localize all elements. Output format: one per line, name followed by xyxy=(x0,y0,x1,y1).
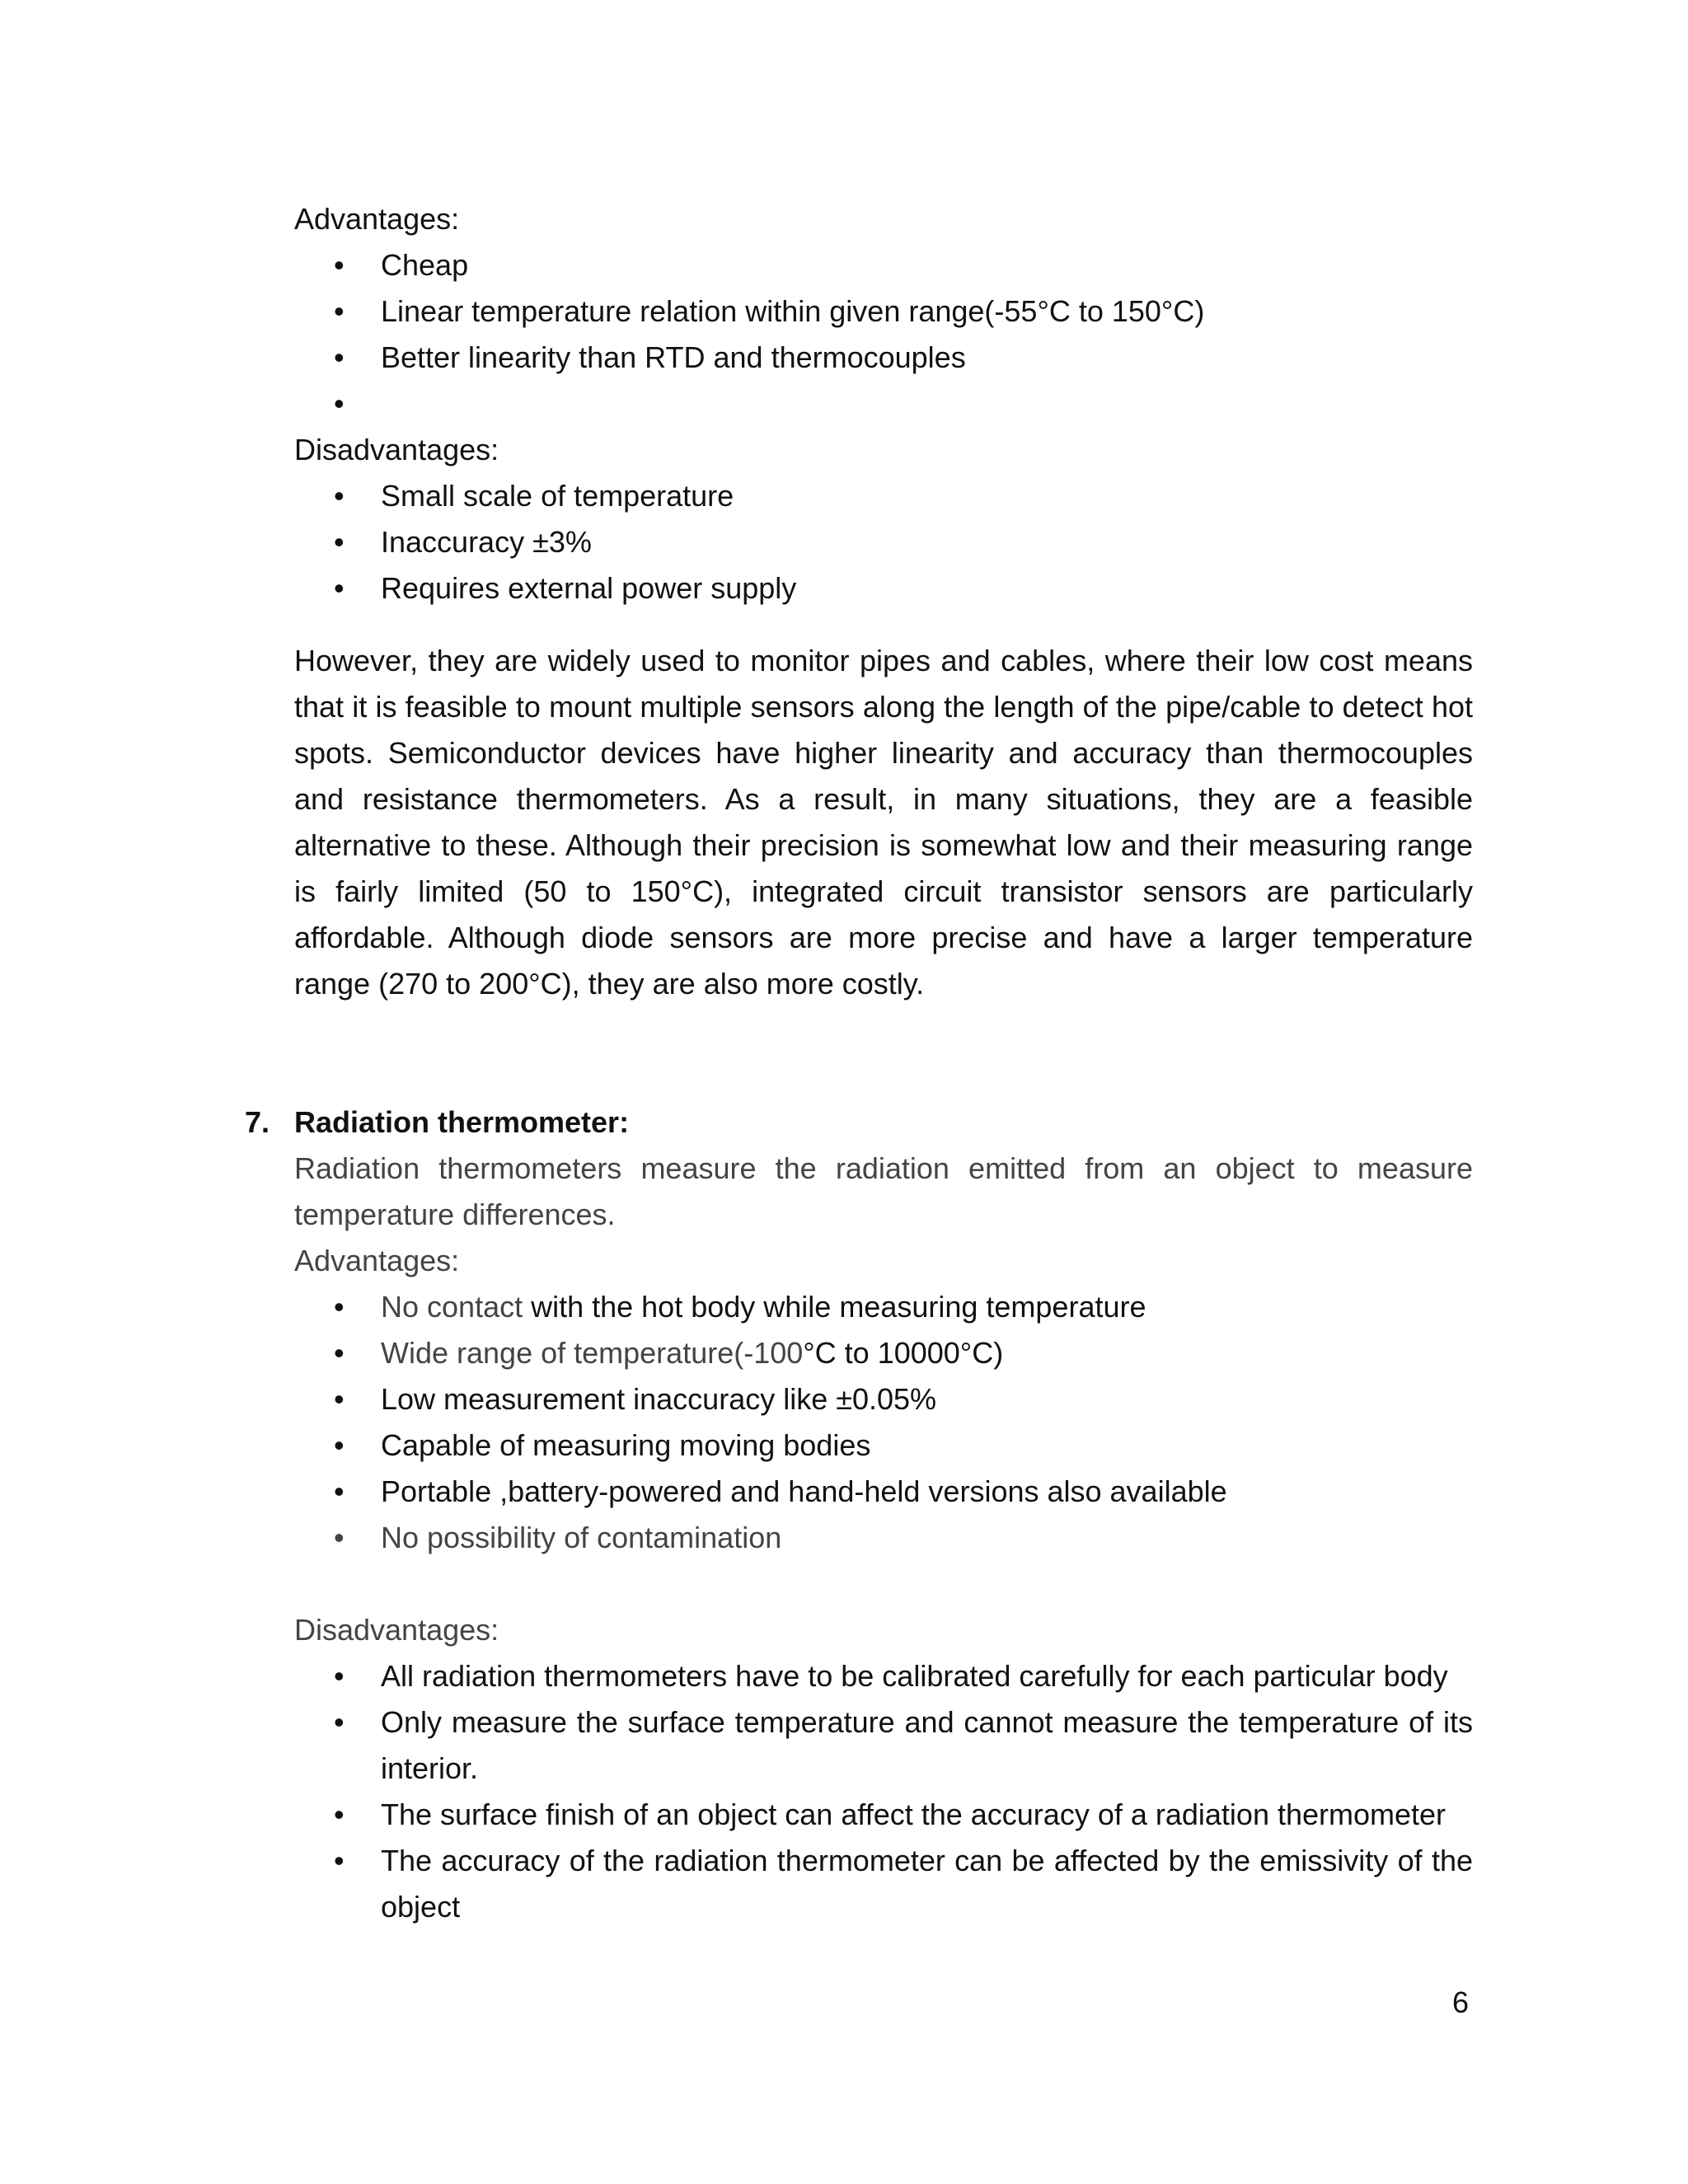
list-item-text: °C to 10000°C) xyxy=(803,1336,1004,1370)
list-item-text: Better linearity than RTD and thermocouples xyxy=(381,340,966,374)
advantages-list xyxy=(294,242,1473,427)
list-item-text: Capable of measuring moving bodies xyxy=(381,1428,871,1462)
list-item xyxy=(294,335,1473,381)
disadvantages-label: Disadvantages: xyxy=(294,433,499,466)
advantages-label: Advantages: xyxy=(294,1244,460,1277)
list-item-text: with the hot body while measuring temperature xyxy=(523,1290,1146,1324)
list-item xyxy=(294,1838,1473,1930)
bullet-icon: • xyxy=(334,1474,345,1508)
bullet-icon: • xyxy=(334,248,345,282)
list-item xyxy=(294,242,1473,288)
list-item-text: Cheap xyxy=(381,248,469,282)
bullet-icon: • xyxy=(334,571,345,605)
list-item-text: All radiation thermometers have to be calibrated carefully for each particular body xyxy=(381,1659,1448,1693)
list-item-text-gray: No possibility of contamination xyxy=(381,1521,782,1554)
bullet-icon: • xyxy=(334,479,345,513)
list-item-text-gray: No contact xyxy=(381,1290,523,1324)
bullet-icon: • xyxy=(334,1521,345,1554)
list-item xyxy=(294,1792,1473,1838)
bullet-icon: • xyxy=(334,1844,345,1877)
list-item xyxy=(294,1653,1473,1699)
list-item xyxy=(294,1284,1473,1330)
list-item-text: Requires external power supply xyxy=(381,571,797,605)
body-paragraph: However, they are widely used to monitor pipes and cables, where their low cost means that it is feasible to mount multiple sensors along the length of the pipe/cable to detect hot spots. Semiconductor devices have higher linearity and accuracy than thermocouples and resistance thermometers. As a result, in many situations, they are a feasible alternative to these. Although their precision is somewhat low and their measuring range is fairly limited (50 to 150°C), integrated circuit transistor sensors are particularly affordable. Although diode sensors are more precise and have a larger temperature range (270 to 200°C), they are also more costly. xyxy=(294,644,1473,1001)
list-item-text: Portable ,battery-powered and hand-held versions also available xyxy=(381,1474,1227,1508)
section-title: Radiation thermometer: xyxy=(294,1105,630,1139)
advantages-label: Advantages: xyxy=(294,202,460,236)
page-content xyxy=(245,196,1473,1930)
list-item-text: Only measure the surface temperature and cannot measure the temperature of its interior. xyxy=(381,1705,1473,1785)
list-item-text: Low measurement inaccuracy like ±0.05% xyxy=(381,1382,937,1416)
list-item-text: The surface finish of an object can affect the accuracy of a radiation thermometer xyxy=(381,1797,1447,1831)
disadvantages-list xyxy=(294,473,1473,612)
list-item-text: The accuracy of the radiation thermometer can be affected by the emissivity of the object xyxy=(381,1844,1473,1924)
list-item xyxy=(294,519,1473,565)
section-number: 7. xyxy=(245,1105,270,1139)
bullet-icon: • xyxy=(334,1290,345,1324)
disadvantages-label: Disadvantages: xyxy=(294,1613,499,1647)
list-item xyxy=(294,1330,1473,1376)
bullet-icon: • xyxy=(334,340,345,374)
list-item xyxy=(294,1422,1473,1469)
list-item xyxy=(294,288,1473,335)
bullet-icon: • xyxy=(334,525,345,559)
bullet-icon: • xyxy=(334,1382,345,1416)
section-intro: Radiation thermometers measure the radiation emitted from an object to measure temperature differences. xyxy=(294,1151,1473,1231)
bullet-icon: • xyxy=(334,294,345,328)
section-heading xyxy=(245,1099,1473,1146)
list-item-text-gray: Wide range of temperature(-100 xyxy=(381,1336,804,1370)
list-item-text: Small scale of temperature xyxy=(381,479,734,513)
list-item xyxy=(294,1699,1473,1792)
bullet-icon: • xyxy=(334,1705,345,1739)
list-item xyxy=(294,473,1473,519)
list-item xyxy=(294,1376,1473,1422)
list-item xyxy=(294,381,1473,427)
list-item xyxy=(294,1469,1473,1515)
list-item xyxy=(294,1515,1473,1561)
disadvantages-list xyxy=(294,1653,1473,1930)
list-item-text: Linear temperature relation within given range(-55°C to 150°C) xyxy=(381,294,1205,328)
page-number: 6 xyxy=(1452,1985,1470,2019)
list-item xyxy=(294,565,1473,612)
bullet-icon: • xyxy=(334,1659,345,1693)
list-item-text: Inaccuracy ±3% xyxy=(381,525,592,559)
bullet-icon: • xyxy=(334,1336,345,1370)
bullet-icon: • xyxy=(334,1797,345,1831)
advantages-list xyxy=(294,1284,1473,1561)
bullet-icon: • xyxy=(334,1428,345,1462)
bullet-icon: • xyxy=(334,387,345,420)
spacer xyxy=(294,1561,1473,1607)
